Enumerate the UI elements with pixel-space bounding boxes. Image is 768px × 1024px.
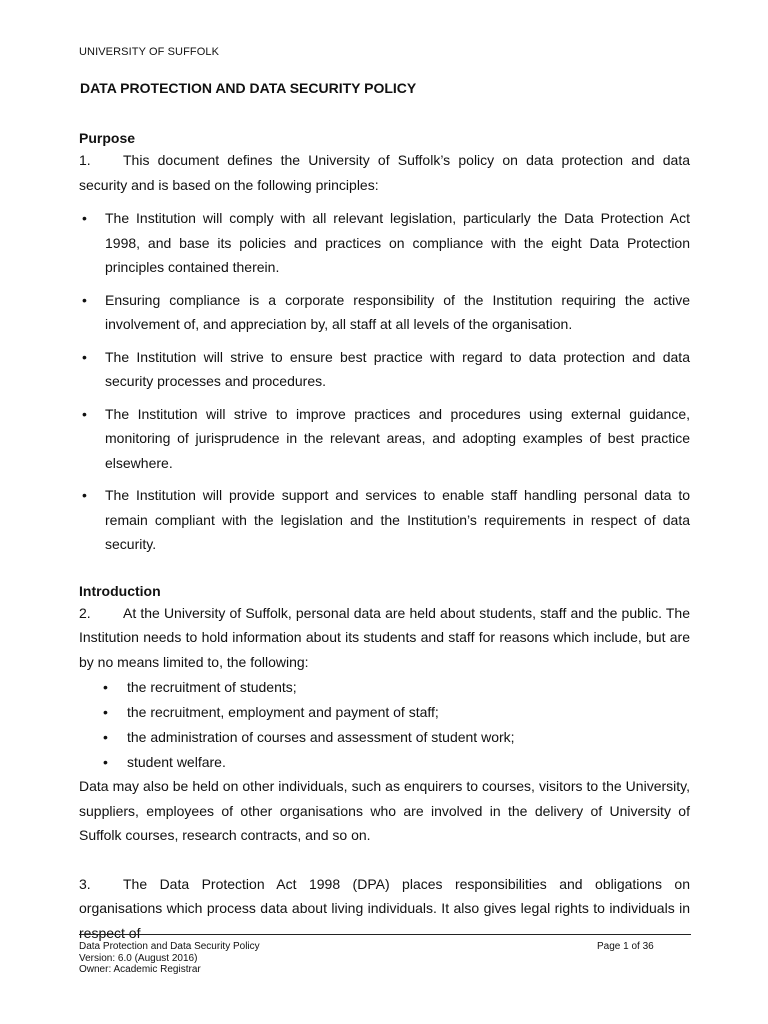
paragraph-3-text: The Data Protection Act 1998 (DPA) places responsibilities and obligations on organisations which process data about living individuals. It also gives legal rights to individuals in respect of xyxy=(79,875,690,941)
principle-text: The Institution will strive to ensure best practice with regard to data protection and data security processes and procedures. xyxy=(105,348,690,389)
spacer xyxy=(79,557,690,581)
paragraph-3-number: 3. xyxy=(79,875,91,892)
principle-text: Ensuring compliance is a corporate responsibility of the Institution requiring the active involvement of, and appreciation by, all staff at all levels of the organisation. xyxy=(105,291,690,332)
paragraph-2-follow: Data may also be held on other individuals, such as enquirers to courses, visitors to the University, suppliers, employees of other organisations who are involved in the delivery of University of Suffolk courses, research contracts, and so on. xyxy=(79,778,690,843)
bullet-icon: • xyxy=(82,291,87,308)
reason-text: the administration of courses and assessment of student work; xyxy=(127,728,515,745)
reason-item xyxy=(79,725,690,750)
introduction-heading: Introduction xyxy=(79,582,161,599)
bullet-icon: • xyxy=(82,405,87,422)
footer-document-info xyxy=(79,941,260,976)
spacer xyxy=(79,848,690,872)
bullet-icon: • xyxy=(103,728,108,745)
reason-item xyxy=(79,675,690,700)
paragraph-1-text: This document defines the University of Suffolk’s policy on data protection and data security and is based on the following principles: xyxy=(79,152,690,193)
principles-list xyxy=(79,206,690,557)
footer-owner: Owner: Academic Registrar xyxy=(79,964,201,975)
header-organisation: UNIVERSITY OF SUFFOLK xyxy=(79,46,220,58)
footer-divider xyxy=(79,934,691,935)
paragraph-2 xyxy=(79,601,690,675)
footer-doc-name: Data Protection and Data Security Policy xyxy=(79,941,260,952)
reason-item xyxy=(79,700,690,725)
bullet-icon: • xyxy=(82,210,87,226)
principle-item xyxy=(79,206,690,280)
purpose-heading: Purpose xyxy=(79,130,136,146)
principle-text: The Institution will strive to improve practices and procedures using external guidance, monitoring of jurisprudence in the relevant areas, and adopting examples of best practice elsewhere. xyxy=(105,405,690,471)
principle-text: The Institution will provide support and services to enable staff handling personal data to remain compliant with the legislation and the Institution’s requirements in respect of data security. xyxy=(105,487,690,552)
footer-page-number: Page 1 of 36 xyxy=(597,941,654,952)
bullet-icon: • xyxy=(103,703,108,720)
paragraph-1-number: 1. xyxy=(79,152,91,168)
reason-text: the recruitment of students; xyxy=(127,678,297,695)
paragraph-1 xyxy=(79,148,690,197)
paragraph-2-text: At the University of Suffolk, personal data are held about students, staff and the public. The Institution needs to hold information about its students and staff for reasons which include, but are by no means limited to, the following: xyxy=(79,604,690,670)
reason-text: student welfare. xyxy=(127,753,226,770)
principle-item xyxy=(79,288,690,337)
document-body xyxy=(79,128,690,945)
paragraph-2-number: 2. xyxy=(79,604,91,621)
document-title: DATA PROTECTION AND DATA SECURITY POLICY xyxy=(80,80,417,96)
footer-version: Version: 6.0 (August 2016) xyxy=(79,952,198,964)
bullet-icon: • xyxy=(82,487,87,503)
reason-item xyxy=(79,750,690,775)
bullet-icon: • xyxy=(82,348,87,365)
reason-text: the recruitment, employment and payment of staff; xyxy=(127,703,439,720)
principle-item xyxy=(79,402,690,476)
bullet-icon: • xyxy=(103,678,108,695)
bullet-icon: • xyxy=(103,753,108,770)
reasons-list xyxy=(79,675,690,775)
principle-text: The Institution will comply with all relevant legislation, particularly the Data Protection Act 1998, and base its policies and practices on compliance with the eight Data Protection principles contained therein. xyxy=(105,210,690,275)
principle-item xyxy=(79,345,690,394)
principle-item xyxy=(79,483,690,557)
